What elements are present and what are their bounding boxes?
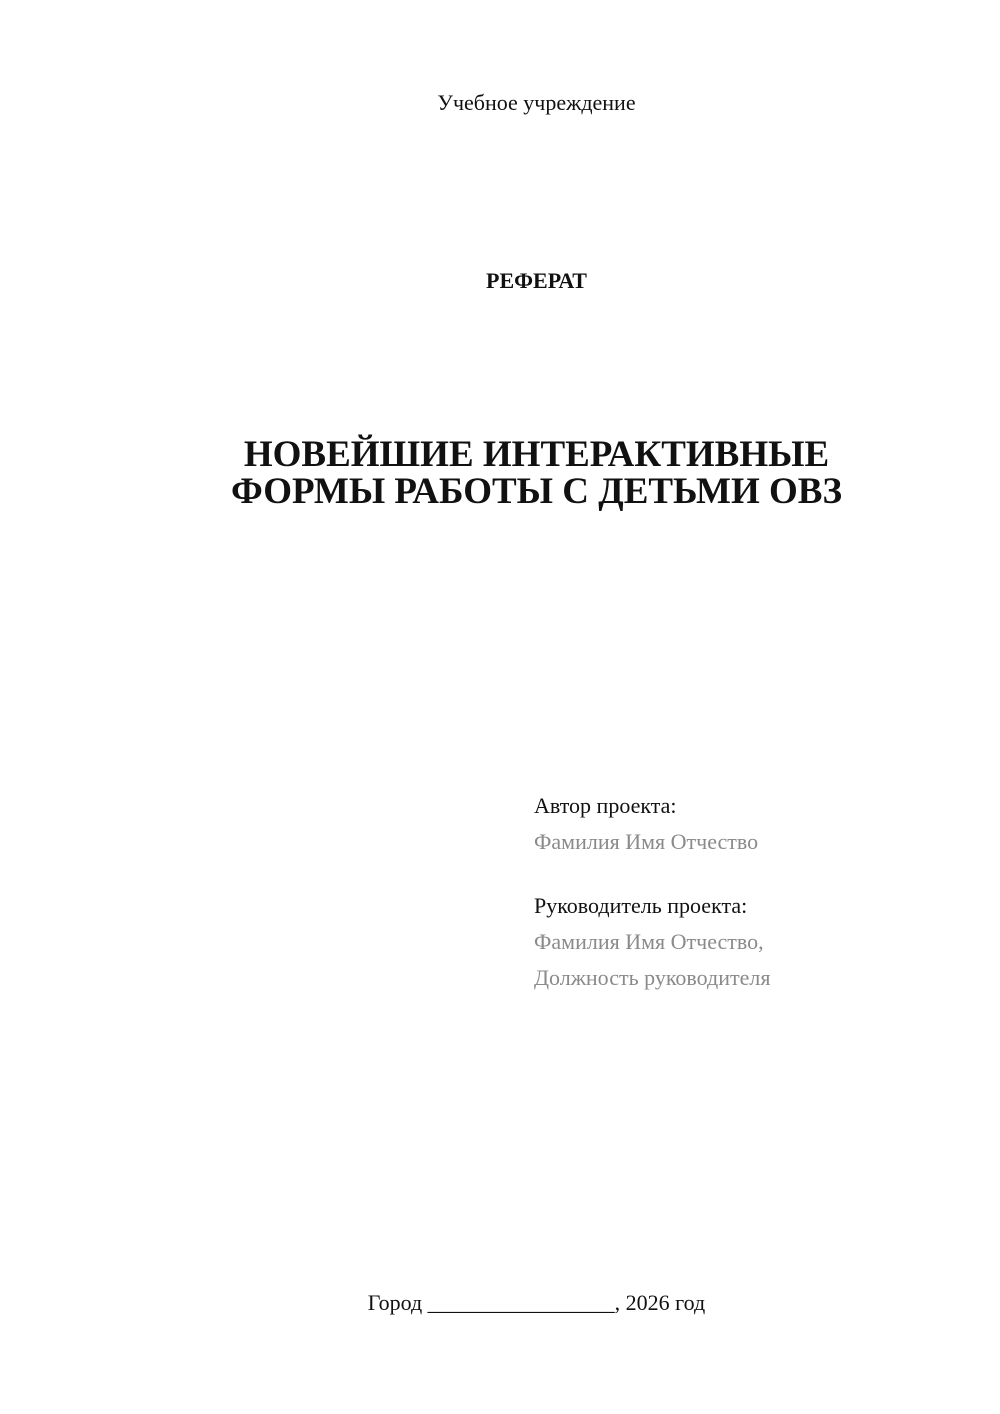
- institution-name: Учебное учреждение: [437, 90, 636, 115]
- city-year-line: Город _________________, 2026 год: [367, 1290, 706, 1315]
- supervisor-position: Должность руководителя: [534, 965, 771, 990]
- document-title: [0, 436, 1000, 510]
- spacer: [534, 860, 770, 888]
- author-name: Фамилия Имя Отчество: [534, 829, 759, 854]
- title-line-2: ФОРМЫ РАБОТЫ С ДЕТЬМИ ОВЗ: [231, 471, 842, 512]
- supervisor-name: Фамилия Имя Отчество,: [534, 929, 764, 954]
- title-line-1: НОВЕЙШИЕ ИНТЕРАКТИВНЫЕ: [243, 434, 830, 475]
- credits-block: [534, 788, 770, 996]
- document-type: РЕФЕРАТ: [486, 268, 587, 293]
- author-label: Автор проекта:: [534, 793, 677, 818]
- supervisor-label: Руководитель проекта:: [534, 893, 748, 918]
